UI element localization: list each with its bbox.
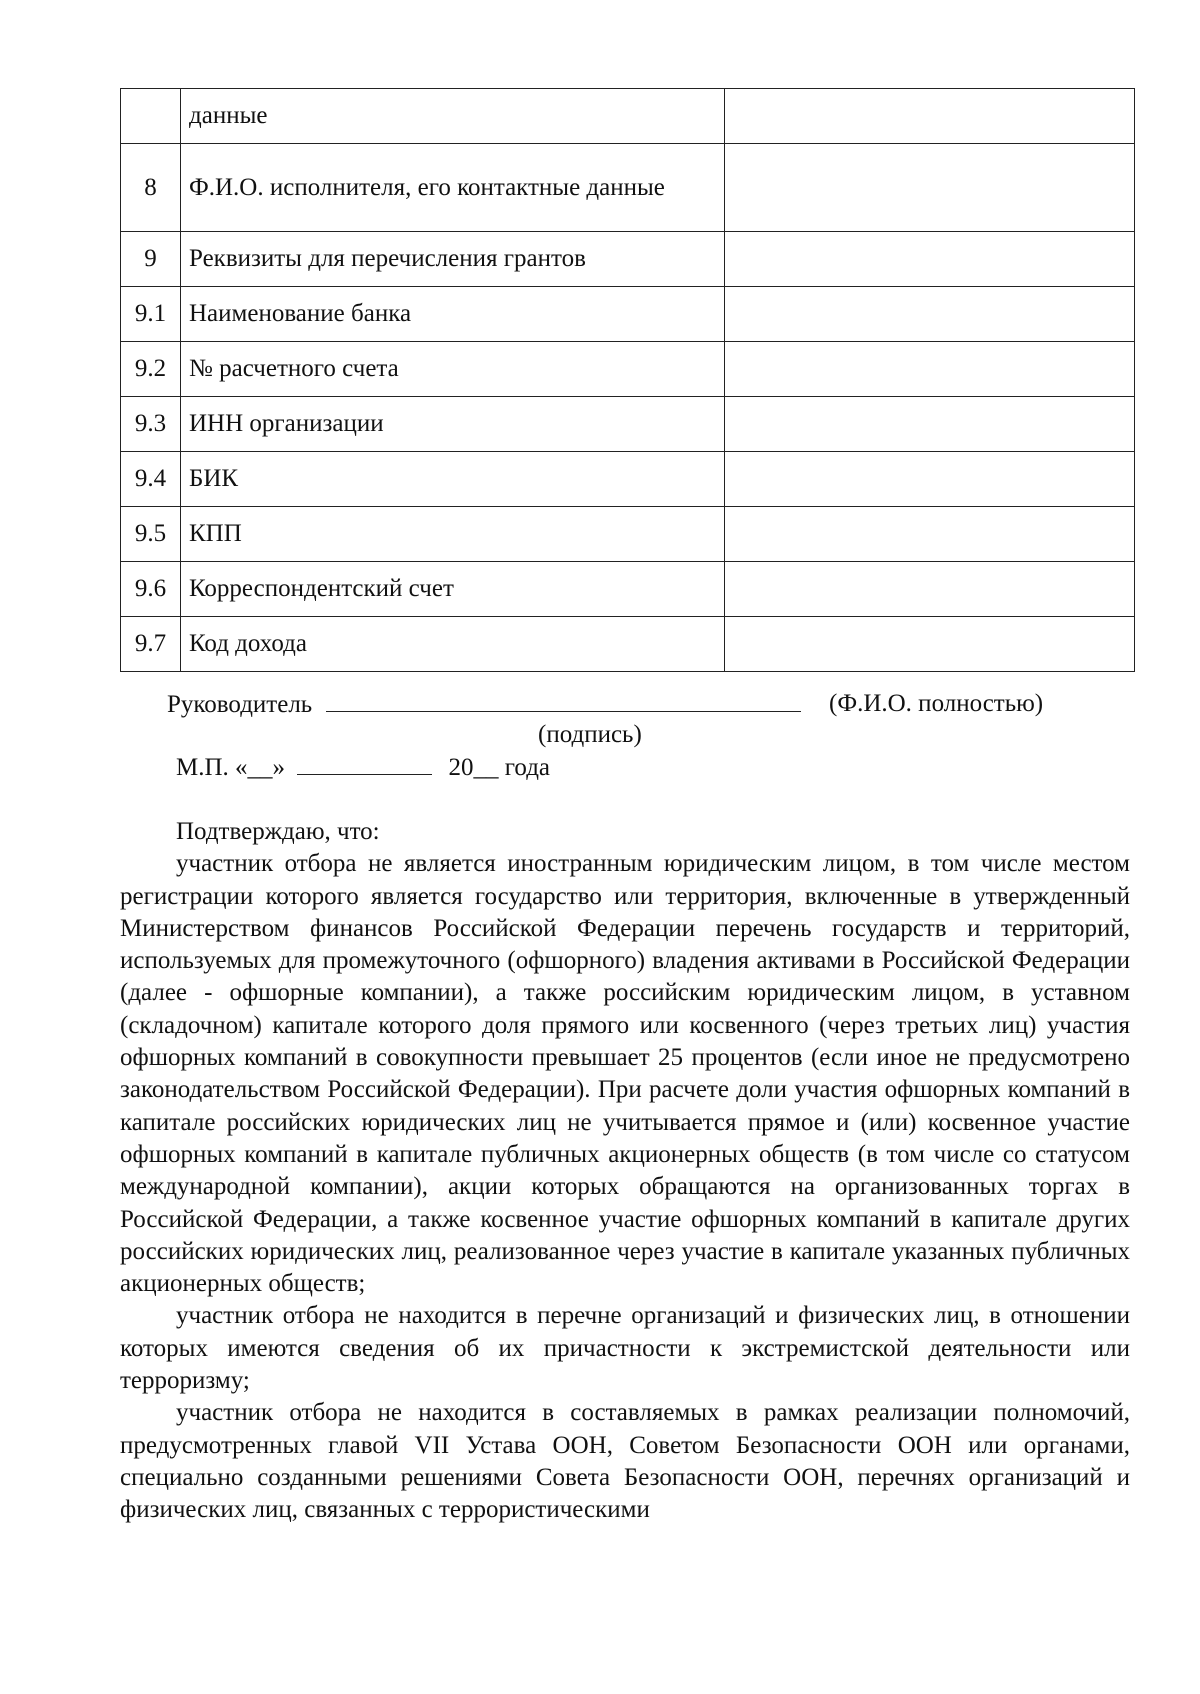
stamp-date-line — [176, 752, 550, 783]
row-label: Код дохода — [181, 617, 725, 672]
table-row — [121, 144, 1135, 232]
row-number: 9.5 — [121, 507, 181, 562]
confirmation-paragraph: участник отбора не находится в перечне организаций и физических лиц, в отношении которых имеются сведения об их причастности к экстремистской деятельности или терроризму; — [120, 1302, 1130, 1395]
row-value-cell[interactable] — [725, 452, 1135, 507]
row-number: 9.3 — [121, 397, 181, 452]
row-number: 9.7 — [121, 617, 181, 672]
signature-caption: (подпись) — [538, 721, 642, 748]
stamp-prefix: М.П. «__» — [176, 754, 286, 781]
row-value-cell[interactable] — [725, 232, 1135, 287]
row-number: 9.2 — [121, 342, 181, 397]
date-month-blank[interactable] — [297, 752, 432, 775]
row-number: 9.4 — [121, 452, 181, 507]
row-label: Реквизиты для перечисления грантов — [181, 232, 725, 287]
row-value-cell[interactable] — [725, 507, 1135, 562]
row-label: БИК — [181, 452, 725, 507]
row-label: КПП — [181, 507, 725, 562]
requisites-table — [120, 88, 1135, 672]
confirmation-section — [120, 816, 1130, 1527]
row-value-cell[interactable] — [725, 562, 1135, 617]
row-label: Корреспондентский счет — [181, 562, 725, 617]
table-row — [121, 89, 1135, 144]
row-number: 8 — [121, 144, 181, 232]
row-value-cell[interactable] — [725, 287, 1135, 342]
row-value-cell[interactable] — [725, 144, 1135, 232]
row-number: 9 — [121, 232, 181, 287]
row-label: ИНН организации — [181, 397, 725, 452]
row-label: Ф.И.О. исполнителя, его контактные данные — [181, 144, 725, 232]
row-label: Наименование банка — [181, 287, 725, 342]
row-value-cell[interactable] — [725, 617, 1135, 672]
table-row — [121, 452, 1135, 507]
table-row — [121, 617, 1135, 672]
confirmation-paragraph: участник отбора не находится в составляемых в рамках реализации полномочий, предусмотренных главой VII Устава ООН, Советом Безопасности ООН или органами, специально созданными решениями Совета Безопасности ООН, перечнях организаций и физических лиц, связанных с террористическими — [120, 1399, 1130, 1524]
table-row — [121, 287, 1135, 342]
row-value-cell[interactable] — [725, 89, 1135, 144]
row-number: 9.6 — [121, 562, 181, 617]
table-row — [121, 507, 1135, 562]
head-label: Руководитель — [167, 691, 313, 718]
row-number: 9.1 — [121, 287, 181, 342]
signature-head-line — [167, 689, 1097, 720]
row-label: № расчетного счета — [181, 342, 725, 397]
row-label: данные — [181, 89, 725, 144]
table-row — [121, 397, 1135, 452]
table-row — [121, 342, 1135, 397]
confirmation-paragraph: участник отбора не является иностранным юридическим лицом, в том числе местом регистрации которого является государство или территория, включенные в утвержденный Министерством финансов Российской Федерации перечень государств и территорий, используемых для промежуточного (офшорного) владения активами в Российской Федерации (далее - офшорные компании), а также российским юридическим лицом, в уставном (складочном) капитале которого доля прямого или косвенного (через третьих лиц) участия офшорных компаний в совокупности превышает 25 процентов (если иное не предусмотрено законодательством Российской Федерации). При расчете доли участия офшорных компаний в капитале российских юридических лиц не учитывается прямое и (или) косвенное участие офшорных компаний в капитале публичных акционерных обществ (в том числе со статусом международной компании), акции которых обращаются на организованных торгах в Российской Федерации, а также косвенное участие офшорных компаний в капитале других российских юридических лиц, реализованное через участие в капитале указанных публичных акционерных обществ; — [120, 850, 1130, 1298]
fio-label: (Ф.И.О. полностью) — [829, 690, 1044, 717]
confirmation-intro: Подтверждаю, что: — [176, 818, 380, 845]
table-row — [121, 232, 1135, 287]
row-value-cell[interactable] — [725, 342, 1135, 397]
year-text: 20__ года — [448, 754, 551, 781]
row-number — [121, 89, 181, 144]
signature-blank[interactable] — [326, 689, 801, 712]
table-row — [121, 562, 1135, 617]
row-value-cell[interactable] — [725, 397, 1135, 452]
